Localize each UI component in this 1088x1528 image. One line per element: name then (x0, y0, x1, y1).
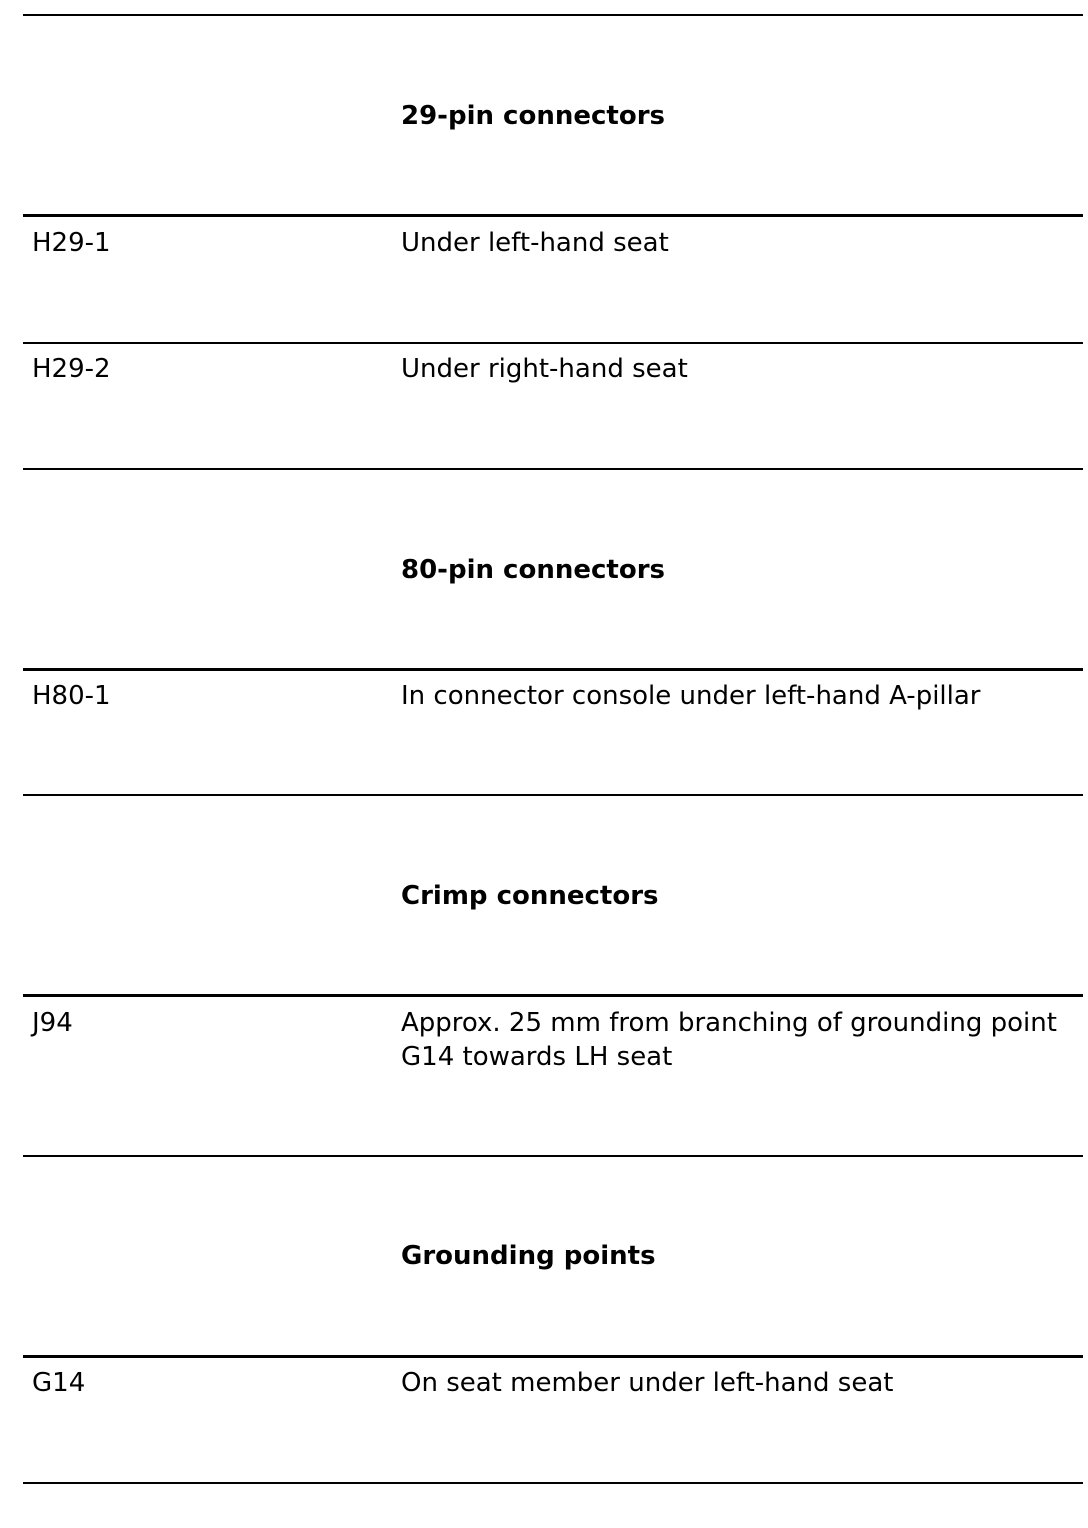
connector-location: Approx. 25 mm from branching of grounding point G14 towards LH seat (401, 1008, 1057, 1072)
table-rule (23, 1482, 1083, 1484)
connector-location: On seat member under left-hand seat (401, 1368, 894, 1398)
connector-location: In connector console under left-hand A-pillar (401, 681, 981, 711)
section-heading: 80-pin connectors (401, 555, 665, 585)
table-rule (23, 468, 1083, 470)
connector-code: H29-2 (32, 354, 111, 384)
section-heading: 29-pin connectors (401, 101, 665, 131)
connector-code: H29-1 (32, 228, 111, 258)
connector-location: Under left-hand seat (401, 228, 669, 258)
table-rule (23, 994, 1083, 997)
table-rule (23, 668, 1083, 671)
connector-code: H80-1 (32, 681, 111, 711)
connector-code: J94 (32, 1008, 73, 1038)
connector-code: G14 (32, 1368, 86, 1398)
connector-location: Under right-hand seat (401, 354, 688, 384)
table-rule (23, 342, 1083, 344)
table-rule (23, 794, 1083, 796)
section-heading: Grounding points (401, 1241, 656, 1271)
section-heading: Crimp connectors (401, 881, 659, 911)
table-rule (23, 214, 1083, 217)
table-rule (23, 14, 1083, 16)
table-rule (23, 1355, 1083, 1358)
table-rule (23, 1155, 1083, 1157)
